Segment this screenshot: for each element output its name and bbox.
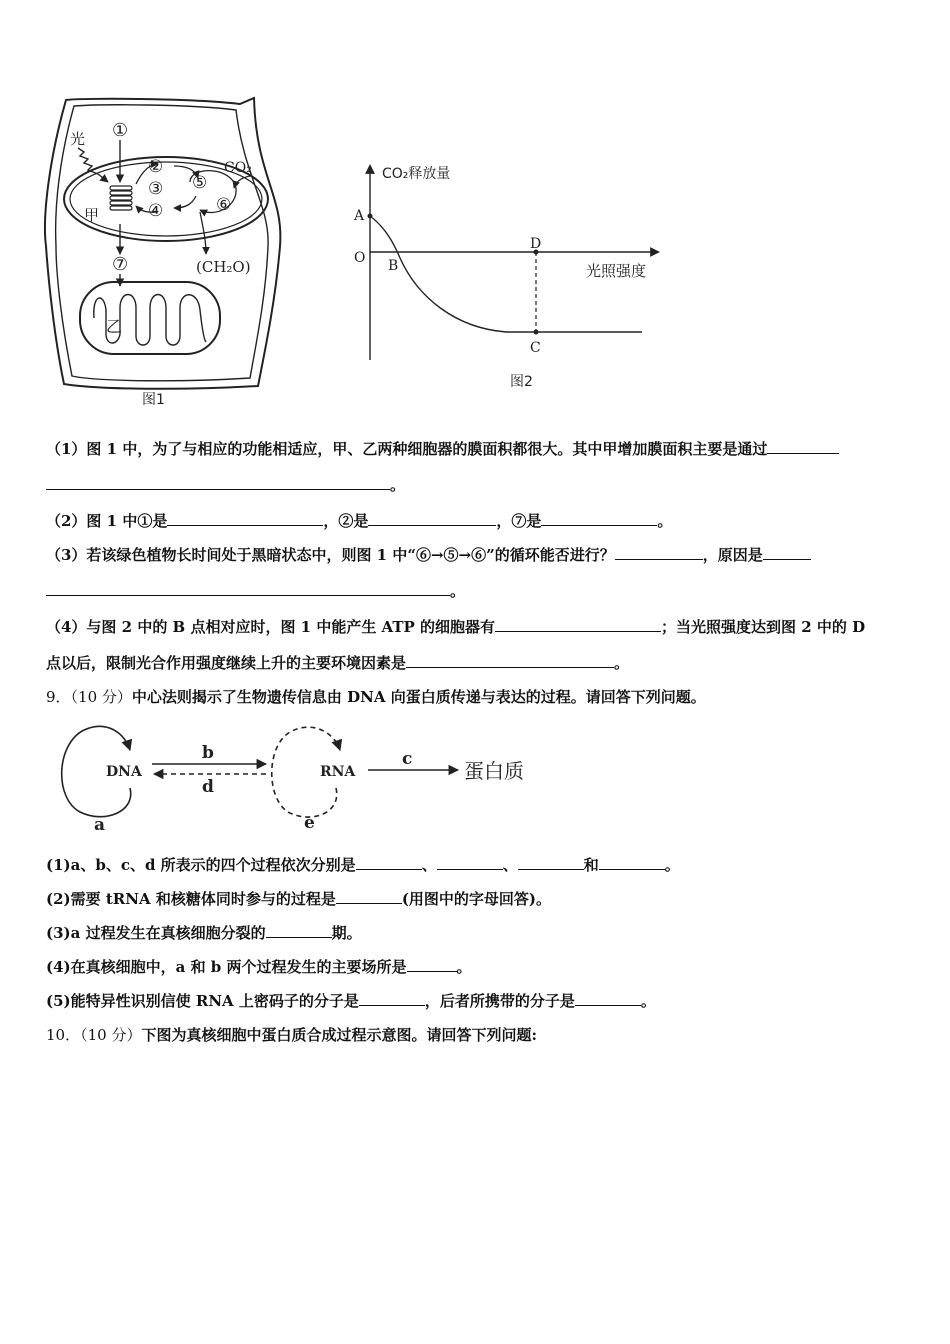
dna-label: DNA — [106, 764, 142, 780]
answer-blank[interactable] — [368, 511, 496, 526]
label-c: c — [402, 749, 413, 769]
central-dogma-diagram — [44, 716, 564, 836]
answer-blank[interactable] — [575, 991, 641, 1006]
organelle-a-label: 甲 — [84, 206, 100, 224]
label-b: b — [202, 743, 214, 763]
point-c — [534, 330, 539, 335]
answer-blank[interactable] — [599, 855, 665, 870]
point-b-label: B — [388, 258, 399, 274]
q8-part1-line2: 。 — [46, 474, 405, 495]
marker-3: ③ — [148, 179, 164, 199]
answer-blank[interactable] — [359, 991, 425, 1006]
answer-blank[interactable] — [407, 957, 457, 972]
answer-blank[interactable] — [46, 581, 450, 596]
thylakoid-stack-icon — [110, 186, 132, 210]
q8-part3-line2: 。 — [46, 580, 465, 601]
q9-sub4: (4)在真核细胞中，a 和 b 两个过程发生的主要场所是 。 — [46, 958, 472, 976]
q8-part2: （2）图 1 中①是 ，②是 ，⑦是 。 — [46, 512, 673, 530]
cell-wall-inner — [56, 105, 268, 381]
marker-6: ⑥ — [216, 195, 232, 215]
answer-blank[interactable] — [406, 653, 614, 668]
q9-sub2: (2)需要 tRNA 和核糖体同时参与的过程是 (用图中的字母回答)。 — [46, 890, 552, 908]
rna-label: RNA — [320, 764, 356, 780]
protein-label: 蛋白质 — [464, 759, 524, 783]
organelle-b-label: 乙 — [106, 317, 123, 336]
figure-2-caption: 图2 — [510, 374, 533, 390]
answer-blank[interactable] — [167, 511, 323, 526]
point-a-label: A — [354, 208, 365, 224]
figure-1-diagram — [40, 96, 290, 412]
q9-sub5: (5)能特异性识别信使 RNA 上密码子的分子是 ，后者所携带的分子是 。 — [46, 992, 656, 1010]
marker-4: ④ — [148, 201, 164, 221]
answer-blank[interactable] — [763, 545, 811, 560]
q9-sub3: (3)a 过程发生在真核细胞分裂的 期。 — [46, 924, 362, 942]
marker-1: ① — [112, 120, 129, 141]
marker-5: ⑤ — [192, 173, 208, 193]
answer-blank[interactable] — [541, 511, 657, 526]
q8-part1-line1: （1）图 1 中，为了与相应的功能相适应，甲、乙两种细胞器的膜面积都很大。其中甲增加膜面积主要是通过 — [46, 438, 839, 459]
q9-stem: 9．（10 分）中心法则揭示了生物遗传信息由 DNA 向蛋白质传递与表达的过程。请回答下列问题。 — [46, 688, 706, 706]
ch2o-label: (CH₂O) — [196, 258, 251, 276]
answer-blank[interactable] — [767, 439, 839, 454]
q9-sub1: (1)a、b、c、d 所表示的四个过程依次分别是 、 、 和 。 — [46, 856, 680, 874]
light-icon — [78, 148, 98, 174]
point-c-label: C — [530, 340, 541, 356]
figure-1-caption: 图1 — [142, 392, 165, 408]
y-axis-label: CO₂释放量 — [382, 166, 451, 182]
light-label: 光 — [70, 130, 86, 148]
answer-blank[interactable] — [437, 855, 503, 870]
co2-label: CO₂ — [224, 160, 252, 176]
q8-part4-line1: （4）与图 2 中的 B 点相对应时，图 1 中能产生 ATP 的细胞器有 ；当光照强度达到图 2 中的 D — [46, 618, 866, 636]
point-a — [368, 214, 373, 219]
point-o-label: O — [354, 250, 366, 266]
q8-part4-line2: 点以后，限制光合作用强度继续上升的主要环境因素是 。 — [46, 654, 630, 672]
answer-blank[interactable] — [46, 475, 390, 490]
label-d: d — [202, 777, 214, 797]
marker-2: ② — [148, 157, 164, 177]
figure-2-graph — [346, 158, 666, 394]
x-axis-label: 光照强度 — [586, 262, 647, 280]
answer-blank[interactable] — [615, 545, 703, 560]
answer-blank[interactable] — [356, 855, 422, 870]
answer-blank[interactable] — [518, 855, 584, 870]
label-e: e — [304, 813, 315, 833]
q8-part3-line1: （3）若该绿色植物长时间处于黑暗状态中，则图 1 中“⑥→⑤→⑥”的循环能否进行？ ，原因是 — [46, 544, 811, 565]
q10-stem: 10．（10 分）下图为真核细胞中蛋白质合成过程示意图。请回答下列问题: — [46, 1026, 537, 1044]
answer-blank[interactable] — [495, 617, 661, 632]
marker-7: ⑦ — [112, 254, 129, 275]
answer-blank[interactable] — [266, 923, 332, 938]
label-a: a — [94, 815, 106, 835]
answer-blank[interactable] — [336, 889, 402, 904]
point-d-label: D — [530, 236, 542, 252]
